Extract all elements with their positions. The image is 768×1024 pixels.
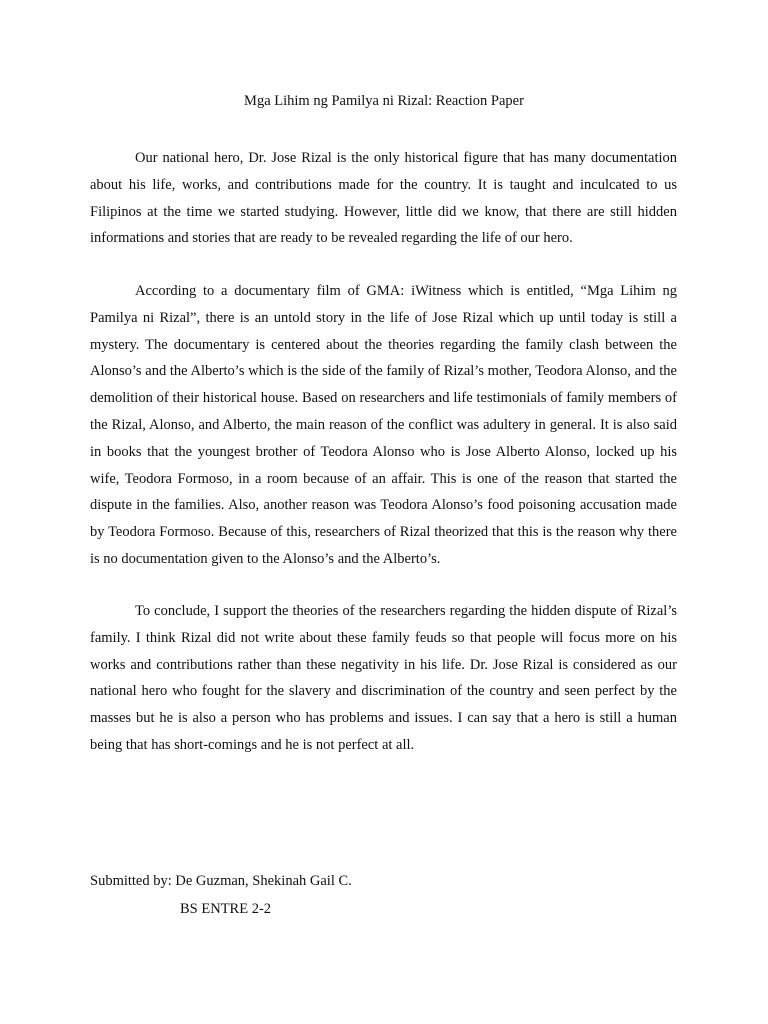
page-title: Mga Lihim ng Pamilya ni Rizal: Reaction Paper <box>244 93 524 109</box>
paragraph-documentary: According to a documentary film of GMA: iWitness which is entitled, “Mga Lihim ng Pamilya ni Rizal”, there is an untold story in the life of Jose Rizal which up until today is still a mystery. The documentary is centered about the theories regarding the family clash between the Alonso’s and the Alberto’s which is the side of the family of Rizal’s mother, Teodora Alonso, and the demolition of their historical house. Based on researchers and life testimonials of family members of the Rizal, Alonso, and Alberto, the main reason of the conflict was adultery in general. It is also said in books that the youngest brother of Teodora Alonso who is Jose Alberto Alonso, locked up his wife, Teodora Formoso, in a room because of an affair. This is one of the reason that started the dispute in the families. Also, another reason was Teodora Alonso’s food poisoning accusation made by Teodora Formoso. Because of this, researchers of Rizal theorized that this is the reason why there is no documentation given to the Alonso’s and the Alberto’s. <box>90 283 677 567</box>
submitted-by-line: Submitted by: De Guzman, Shekinah Gail C. <box>90 873 352 889</box>
course-section: BS ENTRE 2-2 <box>180 901 272 917</box>
paragraph-conclusion: To conclude, I support the theories of the researchers regarding the hidden dispute of Rizal’s family. I think Rizal did not write about these family feuds so that people will focus more on his works and contributions rather than these negativity in his life. Dr. Jose Rizal is considered as our national hero who fought for the slavery and discrimination of the country and seen perfect by the masses but he is also a person who has problems and issues. I can say that a hero is still a human being that has short-comings and he is not perfect at all. <box>90 603 677 753</box>
paragraph-introduction: Our national hero, Dr. Jose Rizal is the only historical figure that has many documentation about his life, works, and contributions made for the country. It is taught and inculcated to us Filipinos at the time we started studying. However, little did we know, that there are still hidden informations and stories that are ready to be revealed regarding the life of our hero. <box>90 150 677 247</box>
